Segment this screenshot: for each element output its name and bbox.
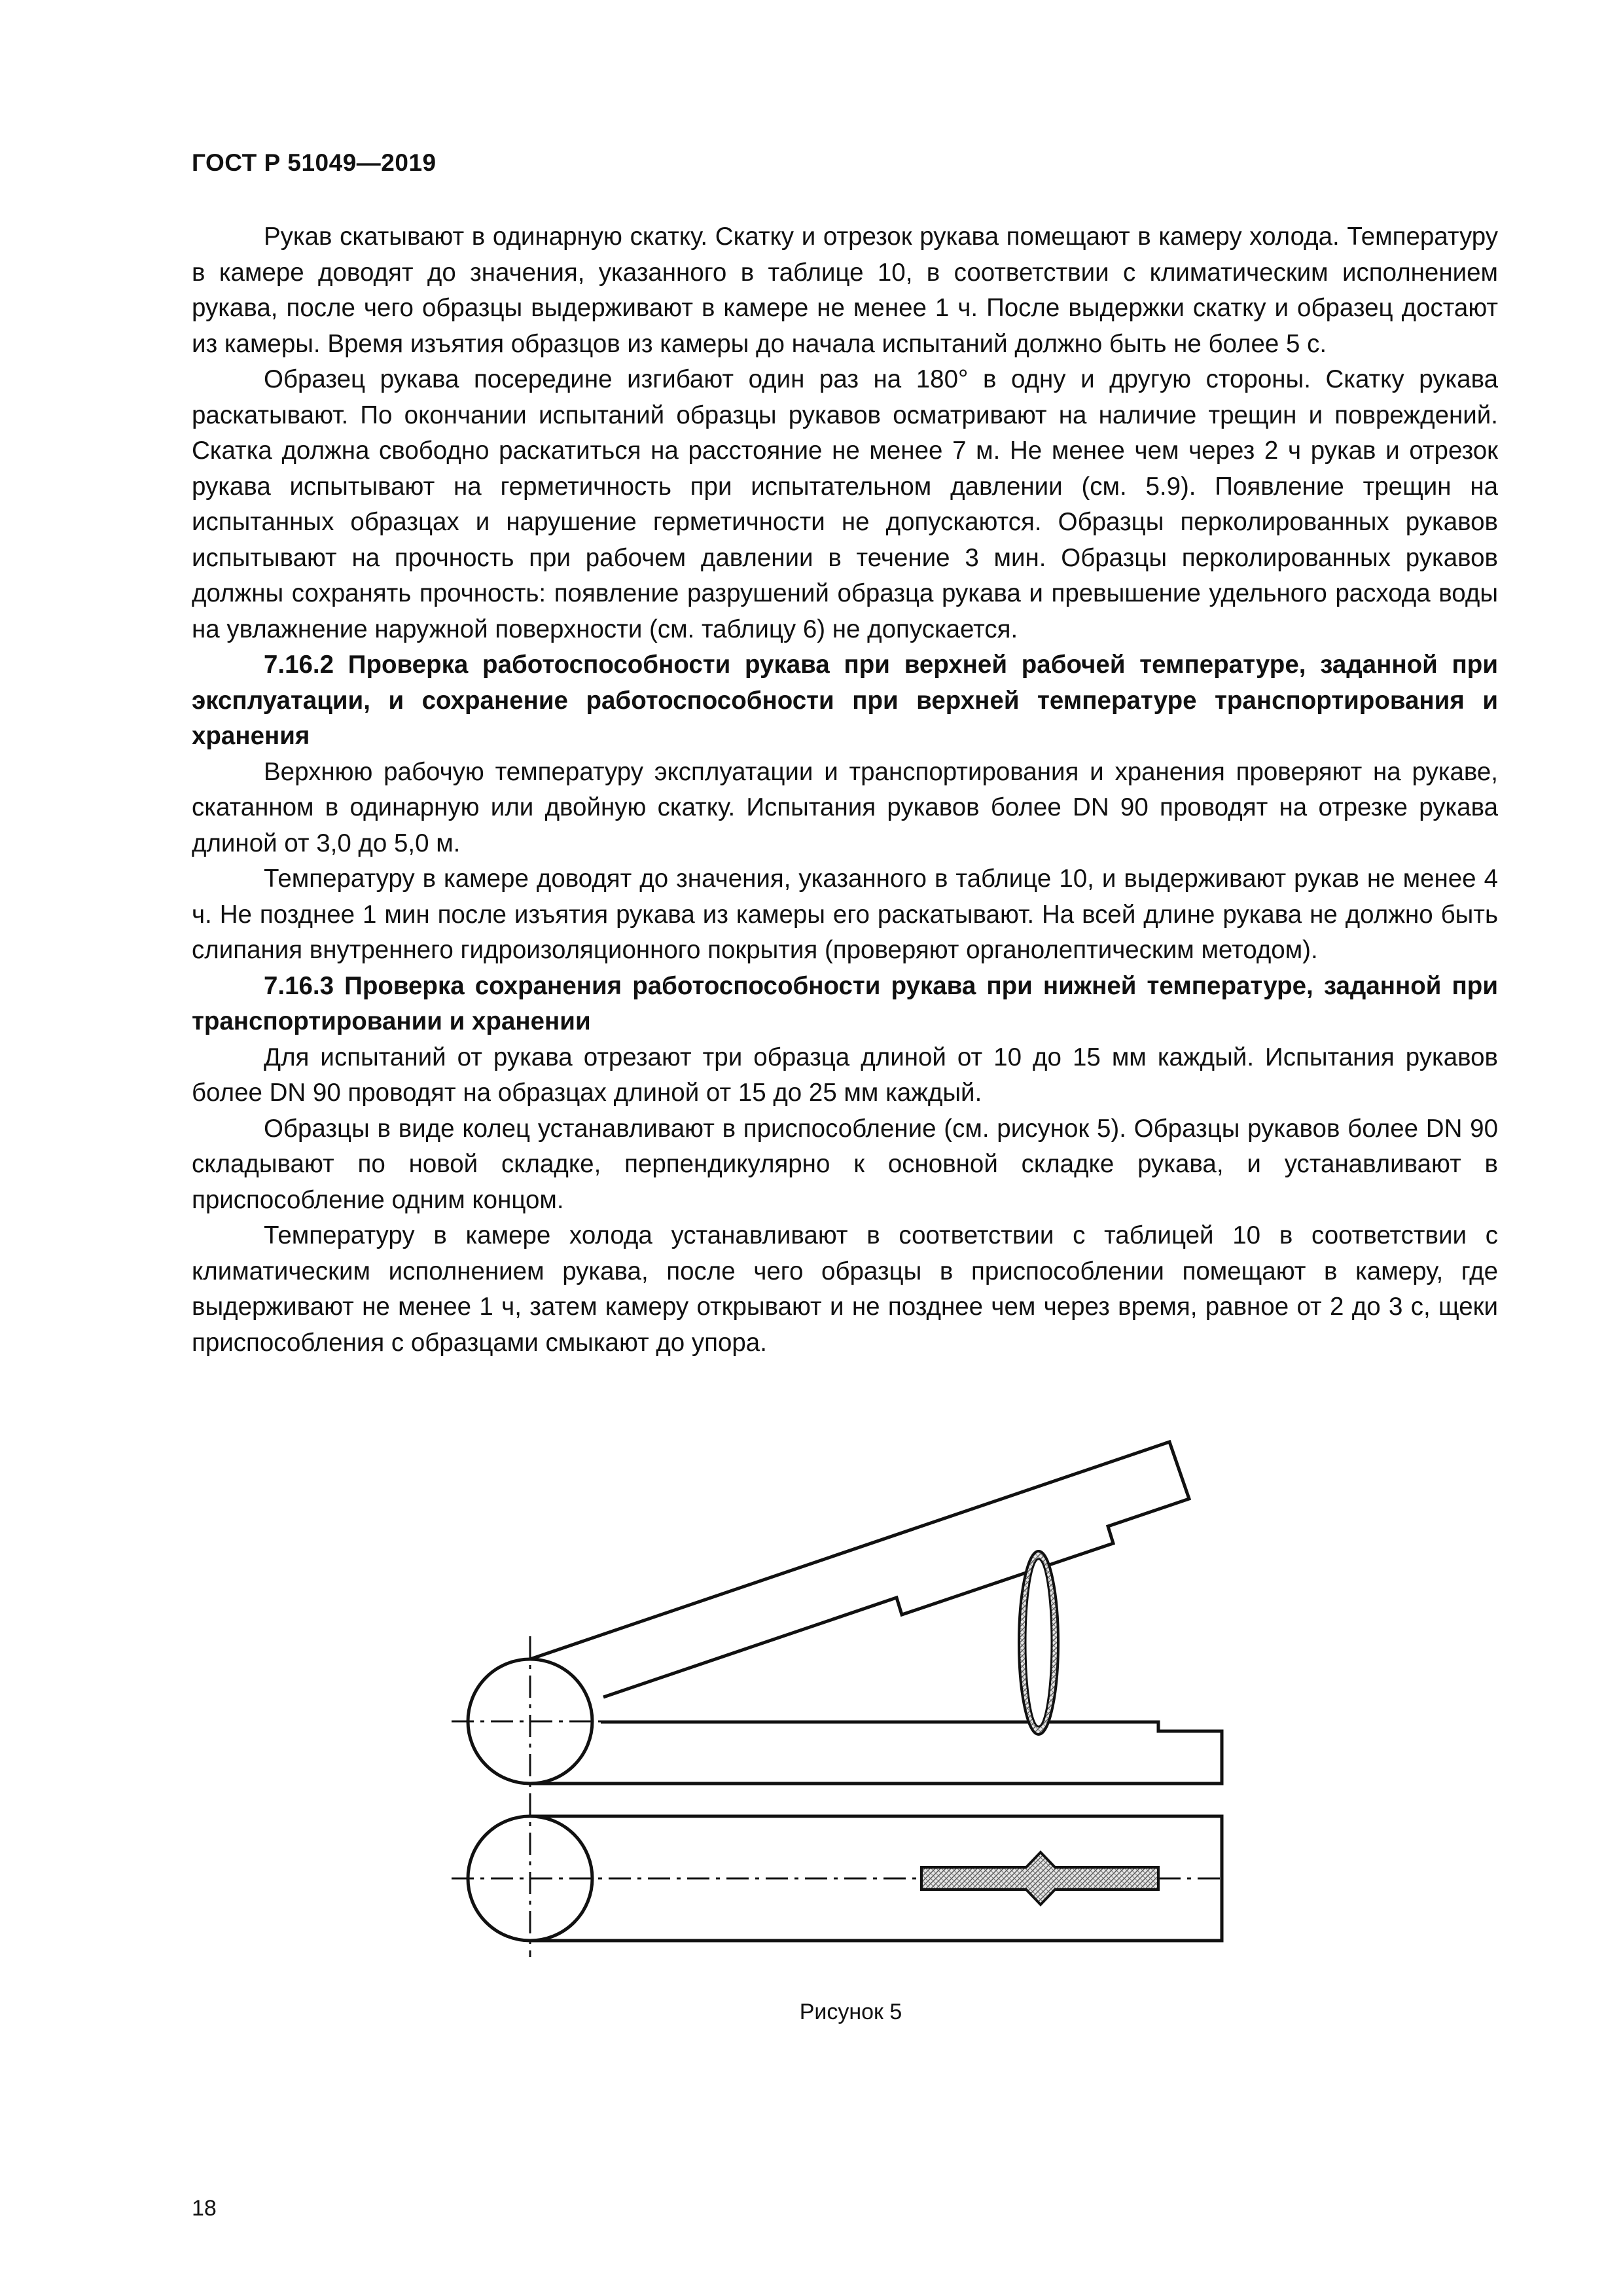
upper-jaw [530,1442,1189,1697]
section-heading-7-16-3: 7.16.3 Проверка сохранения работоспособности рукава при нижней температуре, заданной при транспортировании и хранении [192,971,1498,1035]
fixture-open-view [468,1442,1222,1784]
paragraph: Образцы в виде колец устанавливают в приспособление (см. рисунок 5). Образцы рукавов более DN 90 складывают по новой складке, перпендикулярно к основной складке рукава, и устанавливают в приспособление одним концом. [192,1114,1498,1214]
figure-5-fixture-drawing [452,1420,1263,1957]
page-number: 18 [192,2196,217,2221]
section-heading-7-16-2: 7.16.2 Проверка работоспособности рукава при верхней рабочей температуре, заданной при эксплуатации, и сохранение работоспособности при верхней температуре транспортирования и хранения [192,651,1498,750]
paragraph: Образец рукава посередине изгибают один раз на 180° в одну и другую стороны. Скатку рукава раскатывают. По окончании испытаний образцы рукавов осматривают на наличие трещин и повреждений. Скатка должна свободно раскатиться на расстояние не менее 7 м. Не менее чем через 2 ч рукав и отрезок рукава испытывают на герметичность при испытательном давлении (см. 5.9). Появление трещин на испытанных образцах и нарушение герметичности не допускаются. Образцы перколированных рукавов испытывают на прочность при рабочем давлении в течение 3 мин. Образцы перколированных рукавов должны сохранять прочность: появление разрушений образца рукава и превышение удельного расхода воды на увлажнение наружной поверхности (см. таблицу 6) не допускается. [192,365,1498,643]
figure-caption: Рисунок 5 [799,2000,902,2024]
body-text [192,219,1498,1361]
document-code-header: ГОСТ Р 51049—2019 [192,149,437,176]
paragraph: Для испытаний от рукава отрезают три образца длиной от 10 до 15 мм каждый. Испытания рукавов более DN 90 проводят на образцах длиной от 15 до 25 мм каждый. [192,1043,1498,1107]
paragraph: Рукав скатывают в одинарную скатку. Скатку и отрезок рукава помещают в камеру холода. Температуру в камере доводят до значения, указанного в таблице 10, в соответствии с климатическим исполнением рукава, после чего образцы выдерживают в камере не менее 1 ч. После выдержки скатку и образец достают из камеры. Время изъятия образцов из камеры до начала испытаний должно быть не более 5 с. [192,223,1498,358]
paragraph: Температуру в камере доводят до значения, указанного в таблице 10, и выдерживают рукав не менее 4 ч. Не позднее 1 мин после изъятия рукава из камеры его раскатывают. На всей длине рукава не должно быть слипания внутреннего гидроизоляционного покрытия (проверяют органолептическим методом). [192,865,1498,964]
paragraph: Верхнюю рабочую температуру эксплуатации и транспортирования и хранения проверяют на рукаве, скатанном в одинарную или двойную скатку. Испытания рукавов более DN 90 проводят на отрезке рукава длиной от 3,0 до 5,0 м. [192,757,1498,857]
paragraph: Температуру в камере холода устанавливают в соответствии с таблицей 10 в соответствии с климатическим исполнением рукава, после чего образцы в приспособлении помещают в камеру, где выдерживают не менее 1 ч, затем камеру открывают и не позднее чем через время, равное от 2 до 3 с, щеки приспособления с образцами смыкают до упора. [192,1221,1498,1357]
flattened-sample [921,1852,1158,1905]
lower-jaw [530,1722,1222,1784]
